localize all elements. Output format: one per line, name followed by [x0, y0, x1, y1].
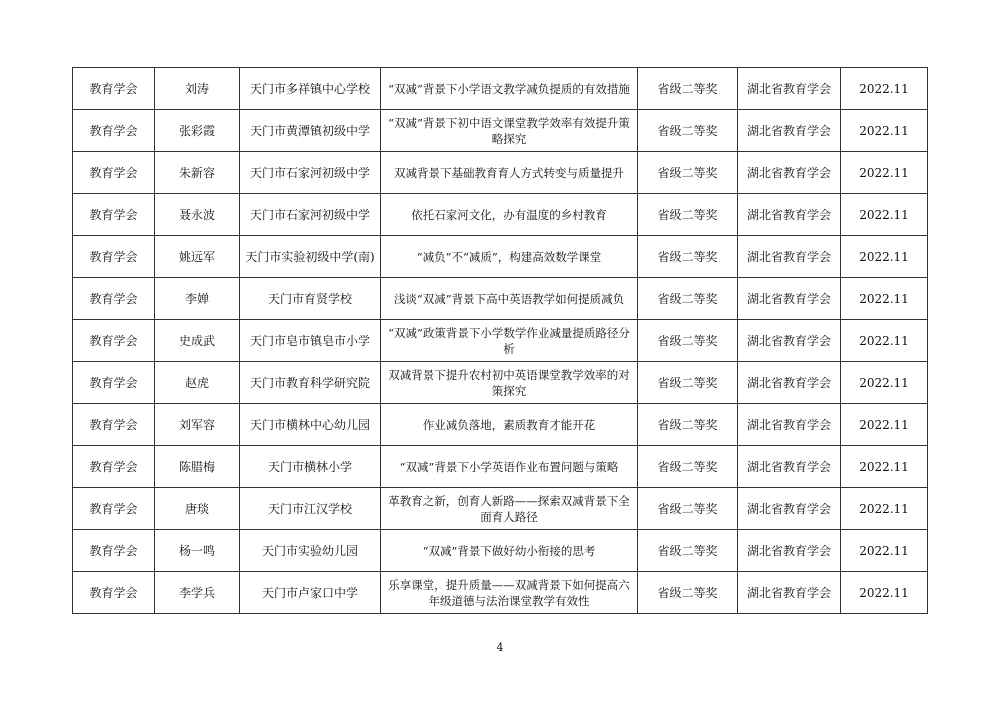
cell-date: 2022.11: [841, 320, 928, 362]
cell-date: 2022.11: [841, 362, 928, 404]
award-table: [72, 67, 928, 614]
cell-issuer: 湖北省教育学会: [738, 236, 841, 278]
cell-issuer: 湖北省教育学会: [738, 488, 841, 530]
cell-issuer: 湖北省教育学会: [738, 110, 841, 152]
cell-organization: 教育学会: [73, 404, 155, 446]
cell-name: 赵虎: [155, 362, 240, 404]
cell-paper-title: “双减”政策背景下小学数学作业减量提质路径分析: [381, 320, 638, 362]
cell-issuer: 湖北省教育学会: [738, 68, 841, 110]
cell-award-level: 省级二等奖: [638, 362, 738, 404]
table-row: [73, 194, 928, 236]
cell-organization: 教育学会: [73, 194, 155, 236]
cell-date: 2022.11: [841, 404, 928, 446]
cell-name: 史成武: [155, 320, 240, 362]
table-row: [73, 278, 928, 320]
cell-name: 李婵: [155, 278, 240, 320]
cell-name: 陈腊梅: [155, 446, 240, 488]
cell-organization: 教育学会: [73, 572, 155, 614]
cell-issuer: 湖北省教育学会: [738, 530, 841, 572]
cell-issuer: 湖北省教育学会: [738, 572, 841, 614]
cell-organization: 教育学会: [73, 278, 155, 320]
page-number: 4: [496, 641, 504, 654]
cell-date: 2022.11: [841, 68, 928, 110]
cell-name: 杨一鸣: [155, 530, 240, 572]
cell-date: 2022.11: [841, 152, 928, 194]
cell-date: 2022.11: [841, 110, 928, 152]
table-row: [73, 488, 928, 530]
cell-paper-title: “双减”背景下做好幼小衔接的思考: [381, 530, 638, 572]
cell-name: 唐琰: [155, 488, 240, 530]
cell-organization: 教育学会: [73, 320, 155, 362]
cell-organization: 教育学会: [73, 530, 155, 572]
cell-school: 天门市黄潭镇初级中学: [240, 110, 381, 152]
cell-school: 天门市横林中心幼儿园: [240, 404, 381, 446]
cell-school: 天门市卢家口中学: [240, 572, 381, 614]
cell-name: 刘涛: [155, 68, 240, 110]
cell-school: 天门市石家河初级中学: [240, 194, 381, 236]
cell-school: 天门市石家河初级中学: [240, 152, 381, 194]
table-row: [73, 68, 928, 110]
cell-award-level: 省级二等奖: [638, 152, 738, 194]
cell-school: 天门市育贤学校: [240, 278, 381, 320]
cell-award-level: 省级二等奖: [638, 68, 738, 110]
cell-award-level: 省级二等奖: [638, 572, 738, 614]
cell-paper-title: 作业减负落地，素质教育才能开花: [381, 404, 638, 446]
table-row: [73, 152, 928, 194]
cell-name: 朱新容: [155, 152, 240, 194]
cell-school: 天门市横林小学: [240, 446, 381, 488]
cell-name: 李学兵: [155, 572, 240, 614]
cell-issuer: 湖北省教育学会: [738, 446, 841, 488]
table-row: [73, 572, 928, 614]
table-row: [73, 320, 928, 362]
cell-issuer: 湖北省教育学会: [738, 152, 841, 194]
cell-award-level: 省级二等奖: [638, 236, 738, 278]
cell-paper-title: “双减”背景下初中语文课堂教学效率有效提升策略探究: [381, 110, 638, 152]
cell-issuer: 湖北省教育学会: [738, 278, 841, 320]
cell-name: 刘军容: [155, 404, 240, 446]
cell-school: 天门市实验幼儿园: [240, 530, 381, 572]
cell-date: 2022.11: [841, 194, 928, 236]
cell-award-level: 省级二等奖: [638, 488, 738, 530]
cell-school: 天门市实验初级中学(南): [240, 236, 381, 278]
cell-organization: 教育学会: [73, 68, 155, 110]
cell-issuer: 湖北省教育学会: [738, 194, 841, 236]
cell-paper-title: 双减背景下基础教育育人方式转变与质量提升: [381, 152, 638, 194]
cell-organization: 教育学会: [73, 152, 155, 194]
cell-organization: 教育学会: [73, 110, 155, 152]
cell-name: 聂永波: [155, 194, 240, 236]
cell-award-level: 省级二等奖: [638, 194, 738, 236]
cell-name: 张彩霞: [155, 110, 240, 152]
cell-school: 天门市多祥镇中心学校: [240, 68, 381, 110]
cell-date: 2022.11: [841, 278, 928, 320]
cell-award-level: 省级二等奖: [638, 446, 738, 488]
cell-issuer: 湖北省教育学会: [738, 404, 841, 446]
cell-date: 2022.11: [841, 236, 928, 278]
cell-paper-title: “双减”背景下小学英语作业布置问题与策略: [381, 446, 638, 488]
cell-award-level: 省级二等奖: [638, 530, 738, 572]
cell-date: 2022.11: [841, 572, 928, 614]
cell-paper-title: 依托石家河文化，办有温度的乡村教育: [381, 194, 638, 236]
cell-paper-title: 乐享课堂，提升质量——双减背景下如何提高六年级道德与法治课堂教学有效性: [381, 572, 638, 614]
cell-date: 2022.11: [841, 446, 928, 488]
table-row: [73, 404, 928, 446]
cell-award-level: 省级二等奖: [638, 278, 738, 320]
cell-name: 姚远军: [155, 236, 240, 278]
cell-organization: 教育学会: [73, 236, 155, 278]
cell-issuer: 湖北省教育学会: [738, 320, 841, 362]
cell-paper-title: “双减”背景下小学语文教学减负提质的有效措施: [381, 68, 638, 110]
cell-paper-title: 双减背景下提升农村初中英语课堂教学效率的对策探究: [381, 362, 638, 404]
cell-school: 天门市皂市镇皂市小学: [240, 320, 381, 362]
cell-award-level: 省级二等奖: [638, 110, 738, 152]
cell-organization: 教育学会: [73, 488, 155, 530]
cell-paper-title: 革教育之新，创育人新路——探索双减背景下全面育人路径: [381, 488, 638, 530]
cell-date: 2022.11: [841, 488, 928, 530]
table-row: [73, 446, 928, 488]
cell-award-level: 省级二等奖: [638, 320, 738, 362]
table-row: [73, 110, 928, 152]
cell-paper-title: “减负”不“减质”，构建高效数学课堂: [381, 236, 638, 278]
cell-award-level: 省级二等奖: [638, 404, 738, 446]
cell-date: 2022.11: [841, 530, 928, 572]
cell-organization: 教育学会: [73, 446, 155, 488]
cell-school: 天门市江汉学校: [240, 488, 381, 530]
table-row: [73, 236, 928, 278]
cell-organization: 教育学会: [73, 362, 155, 404]
cell-school: 天门市教育科学研究院: [240, 362, 381, 404]
award-table-body: [73, 68, 928, 614]
table-row: [73, 530, 928, 572]
table-row: [73, 362, 928, 404]
cell-paper-title: 浅谈“双减”背景下高中英语教学如何提质减负: [381, 278, 638, 320]
cell-issuer: 湖北省教育学会: [738, 362, 841, 404]
